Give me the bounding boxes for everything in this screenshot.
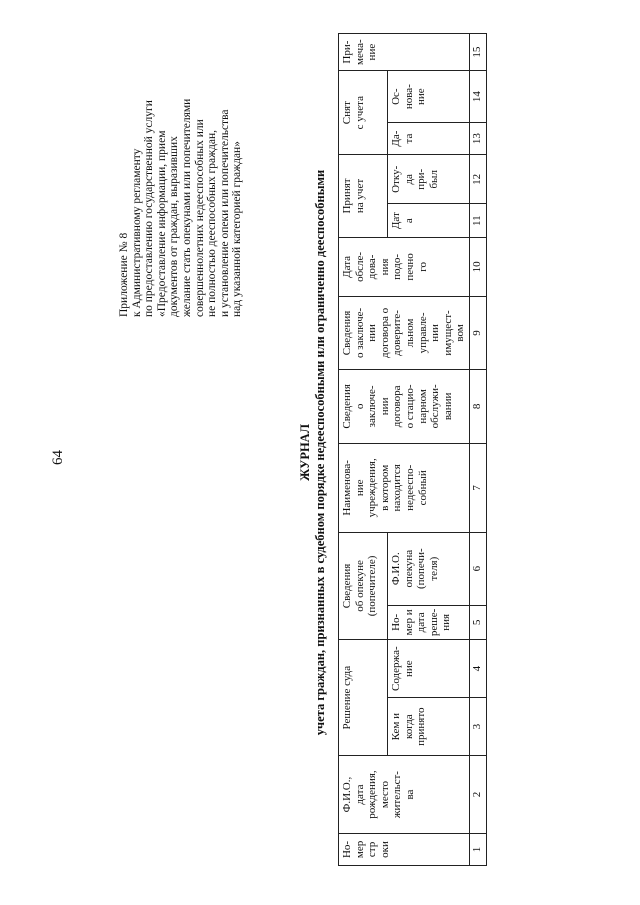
appendix-line: совершеннолетних недееспособных или — [193, 119, 206, 317]
appendix-line: не полностью дееспособных граждан, — [206, 129, 219, 317]
column-number: 11 — [469, 204, 486, 237]
journal-title: ЖУРНАЛ — [298, 423, 312, 482]
appendix-line: и установление опеки или попечительства — [218, 109, 231, 317]
header-decision-number-date: Но- мер и дата реше- ния — [388, 605, 470, 640]
column-number: 5 — [469, 605, 486, 640]
header-row-number: Но- мер стр оки — [339, 833, 470, 865]
appendix-line: «Предоставление информации, прием — [155, 130, 168, 317]
header-court-decision: Решение суда — [339, 640, 388, 756]
column-number-row — [469, 34, 486, 866]
page-number: 64 — [50, 450, 66, 465]
appendix-line: Приложение № 8 — [118, 232, 130, 317]
header-inpatient-contract: Сведения о заключе- нии договора о стацио- нарном обслужи- вании — [339, 369, 470, 443]
column-number: 1 — [469, 833, 486, 865]
header-name-birth-residence: Ф.И.О., дата рождения, место жительст- ва — [339, 756, 470, 834]
journal-table — [338, 33, 487, 866]
column-number: 10 — [469, 237, 486, 296]
header-registered-date: Дат а — [388, 204, 470, 237]
header-guardian-info: Сведения об опекуне (попечителе) — [339, 532, 388, 639]
header-court-content: Содержа- ние — [388, 640, 470, 698]
header-inspection-date: Дата обсле- дова- ния подо- печно го — [339, 237, 470, 296]
header-notes: При- меча- ние — [339, 34, 470, 71]
column-number: 7 — [469, 443, 486, 532]
column-number: 9 — [469, 297, 486, 370]
header-deregistered-date: Да- та — [388, 123, 470, 155]
appendix-line: документов от граждан, выразивших — [168, 136, 181, 317]
column-number: 12 — [469, 155, 486, 204]
appendix-line: по предоставлению государственной услуги — [143, 100, 156, 317]
column-number: 3 — [469, 698, 486, 756]
header-guardian-name: Ф.И.О. опекуна (попечи- теля) — [388, 532, 470, 605]
header-deregistered: Снят с учета — [339, 71, 388, 155]
header-court-who-when: Кем и когда принято — [388, 698, 470, 756]
column-number: 4 — [469, 640, 486, 698]
column-number: 13 — [469, 123, 486, 155]
appendix-line: желание стать опекунами или попечителями — [180, 98, 193, 317]
column-number: 15 — [469, 34, 486, 71]
header-deregistered-reason: Ос- нова- ние — [388, 71, 470, 123]
header-row — [339, 34, 388, 866]
column-number: 6 — [469, 532, 486, 605]
journal-subtitle: учета граждан, признанных в судебном порядке недееспособными или ограниченно дееспособными — [313, 169, 327, 736]
appendix-line: над указанной категорией граждан» — [231, 141, 244, 317]
header-registered: Принят на учет — [339, 155, 388, 238]
appendix-note — [118, 27, 244, 317]
appendix-line: к Административному регламенту — [130, 148, 143, 317]
column-number: 2 — [469, 756, 486, 834]
header-registered-from: Отку- да при- был — [388, 155, 470, 204]
column-number: 8 — [469, 369, 486, 443]
header-institution: Наименова- ние учреждения, в котором находится недееспо- собный — [339, 443, 470, 532]
header-trust-management: Сведения о заключе- нии договора о доверите- льном управле- нии имущест- вом — [339, 297, 470, 370]
column-number: 14 — [469, 71, 486, 123]
